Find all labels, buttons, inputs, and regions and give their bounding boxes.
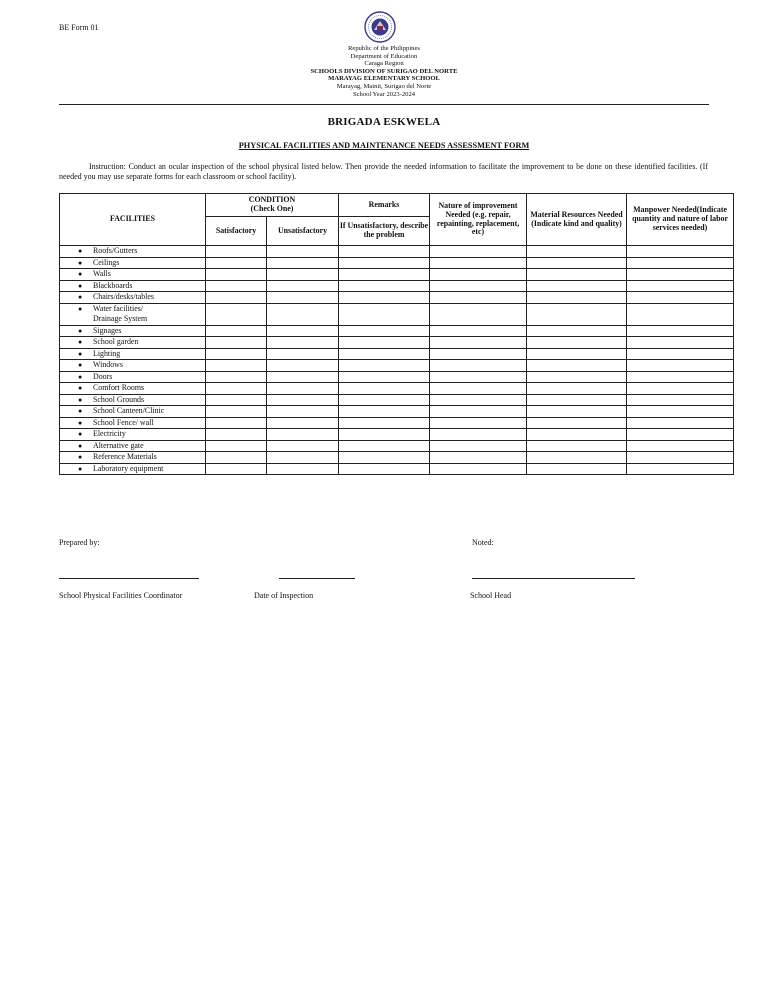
form-title: PHYSICAL FACILITIES AND MAINTENANCE NEEDS ASSESSMENT FORM xyxy=(238,141,530,150)
facility-cell xyxy=(60,337,206,349)
facility-cell xyxy=(60,406,206,418)
bullet-icon: ● xyxy=(78,281,83,290)
division-name: SCHOOLS DIVISION OF SURIGAO DEL NORTE xyxy=(310,67,458,75)
date-signature-line xyxy=(279,578,355,579)
page-title: BRIGADA ESKWELA xyxy=(327,116,441,128)
remarks-cell[interactable] xyxy=(339,348,430,360)
bullet-icon: ● xyxy=(78,270,83,278)
table-row xyxy=(60,463,734,475)
table-row xyxy=(60,452,734,464)
remarks-cell[interactable] xyxy=(339,371,430,383)
facility-label: Doors xyxy=(93,371,113,381)
unsatisfactory-cell[interactable] xyxy=(267,303,339,325)
header-nature: Nature of improvement Needed (e.g. repair, repainting, replacement, etc) xyxy=(430,194,527,246)
material-cell[interactable] xyxy=(527,429,627,441)
manpower-cell[interactable] xyxy=(627,383,734,395)
material-cell[interactable] xyxy=(527,394,627,406)
unsatisfactory-cell[interactable] xyxy=(267,246,339,258)
nature-cell[interactable] xyxy=(430,337,527,349)
satisfactory-cell[interactable] xyxy=(206,246,267,258)
unsatisfactory-cell[interactable] xyxy=(267,463,339,475)
satisfactory-cell[interactable] xyxy=(206,429,267,441)
satisfactory-cell[interactable] xyxy=(206,394,267,406)
remarks-cell[interactable] xyxy=(339,360,430,372)
unsatisfactory-cell[interactable] xyxy=(267,360,339,372)
manpower-cell[interactable] xyxy=(627,452,734,464)
noted-label: Noted: xyxy=(472,538,494,547)
table-row xyxy=(60,406,734,418)
material-cell[interactable] xyxy=(527,325,627,337)
material-cell[interactable] xyxy=(527,280,627,292)
table-row xyxy=(60,429,734,441)
facility-cell xyxy=(60,292,206,304)
satisfactory-cell[interactable] xyxy=(206,463,267,475)
remarks-cell[interactable] xyxy=(339,325,430,337)
instruction-text: Instruction: Conduct an ocular inspection of the school physical listed below. Then provide the needed information to facilitate the improvement to be done on these identified facilities. (If needed you may use separate forms for each classroom or school facility). xyxy=(59,162,708,181)
satisfactory-cell[interactable] xyxy=(206,269,267,281)
material-cell[interactable] xyxy=(527,440,627,452)
facility-label: Blackboards xyxy=(93,280,133,290)
head-signature-line xyxy=(472,578,635,579)
table-row xyxy=(60,371,734,383)
unsatisfactory-cell[interactable] xyxy=(267,269,339,281)
facility-label: Windows xyxy=(93,360,123,369)
remarks-cell[interactable] xyxy=(339,257,430,269)
header-facilities: FACILITIES xyxy=(60,194,206,246)
remarks-cell[interactable] xyxy=(339,292,430,304)
facility-label: Electricity xyxy=(93,429,126,438)
remarks-cell[interactable] xyxy=(339,406,430,418)
manpower-cell[interactable] xyxy=(627,337,734,349)
letterhead xyxy=(0,45,768,98)
unsatisfactory-cell[interactable] xyxy=(267,348,339,360)
bullet-icon: ● xyxy=(78,338,83,346)
facility-label: School Fence/ wall xyxy=(93,417,154,427)
bullet-icon: ● xyxy=(78,372,83,381)
unsatisfactory-cell[interactable] xyxy=(267,337,339,349)
satisfactory-cell[interactable] xyxy=(206,337,267,349)
table-row xyxy=(60,348,734,360)
bullet-icon: ● xyxy=(78,326,83,335)
facility-label: Reference Materials xyxy=(93,452,157,461)
facility-cell xyxy=(60,360,206,372)
satisfactory-cell[interactable] xyxy=(206,406,267,418)
unsatisfactory-cell[interactable] xyxy=(267,440,339,452)
manpower-cell[interactable] xyxy=(627,257,734,269)
bullet-icon: ● xyxy=(78,293,83,301)
bullet-icon: ● xyxy=(78,384,83,392)
prepared-by-label: Prepared by: xyxy=(59,538,100,547)
satisfactory-cell[interactable] xyxy=(206,360,267,372)
manpower-cell[interactable] xyxy=(627,348,734,360)
table-row xyxy=(60,269,734,281)
nature-cell[interactable] xyxy=(430,383,527,395)
manpower-cell[interactable] xyxy=(627,406,734,418)
nature-cell[interactable] xyxy=(430,348,527,360)
header-remarks-sub: If Unsatisfactory, describe the problem xyxy=(339,217,430,246)
nature-cell[interactable] xyxy=(430,246,527,258)
assessment-table xyxy=(59,193,734,475)
header-divider xyxy=(59,104,709,105)
school-year: School Year 2023-2024 xyxy=(352,90,416,98)
satisfactory-cell[interactable] xyxy=(206,440,267,452)
facility-cell xyxy=(60,303,206,325)
manpower-cell[interactable] xyxy=(627,429,734,441)
remarks-cell[interactable] xyxy=(339,417,430,429)
header-line: Republic of the Philippines xyxy=(348,45,420,52)
facility-cell xyxy=(60,417,206,429)
facility-label: Lighting xyxy=(93,348,121,358)
nature-cell[interactable] xyxy=(430,417,527,429)
facility-label: Chairs/desks/tables xyxy=(93,292,154,301)
facility-cell xyxy=(60,246,206,258)
header-line: Caraga Region xyxy=(364,60,404,68)
remarks-cell[interactable] xyxy=(339,463,430,475)
material-cell[interactable] xyxy=(527,246,627,258)
material-cell[interactable] xyxy=(527,383,627,395)
material-cell[interactable] xyxy=(527,292,627,304)
table-row xyxy=(60,303,734,325)
nature-cell[interactable] xyxy=(430,394,527,406)
nature-cell[interactable] xyxy=(430,269,527,281)
material-cell[interactable] xyxy=(527,452,627,464)
satisfactory-cell[interactable] xyxy=(206,348,267,360)
facility-label: School Grounds xyxy=(93,394,145,404)
manpower-cell[interactable] xyxy=(627,417,734,429)
remarks-cell[interactable] xyxy=(339,269,430,281)
table-row xyxy=(60,360,734,372)
satisfactory-cell[interactable] xyxy=(206,257,267,269)
table-row xyxy=(60,417,734,429)
header-satisfactory: Satisfactory xyxy=(206,217,267,246)
bullet-icon: ● xyxy=(78,349,83,358)
bullet-icon: ● xyxy=(78,258,83,267)
unsatisfactory-cell[interactable] xyxy=(267,406,339,418)
facility-cell xyxy=(60,429,206,441)
facility-cell xyxy=(60,383,206,395)
unsatisfactory-cell[interactable] xyxy=(267,452,339,464)
unsatisfactory-cell[interactable] xyxy=(267,383,339,395)
manpower-cell[interactable] xyxy=(627,269,734,281)
bullet-icon: ● xyxy=(78,430,83,438)
bullet-icon: ● xyxy=(78,407,83,415)
table-row xyxy=(60,246,734,258)
remarks-cell[interactable] xyxy=(339,303,430,325)
manpower-cell[interactable] xyxy=(627,303,734,325)
facility-cell xyxy=(60,280,206,292)
unsatisfactory-cell[interactable] xyxy=(267,292,339,304)
nature-cell[interactable] xyxy=(430,292,527,304)
coordinator-signature-line xyxy=(59,578,199,579)
nature-cell[interactable] xyxy=(430,280,527,292)
bullet-icon: ● xyxy=(78,361,83,369)
manpower-cell[interactable] xyxy=(627,280,734,292)
facility-cell xyxy=(60,452,206,464)
remarks-cell[interactable] xyxy=(339,394,430,406)
facility-cell xyxy=(60,371,206,383)
bullet-icon: ● xyxy=(78,247,83,255)
manpower-cell[interactable] xyxy=(627,371,734,383)
table-row xyxy=(60,440,734,452)
material-cell[interactable] xyxy=(527,337,627,349)
nature-cell[interactable] xyxy=(430,325,527,337)
remarks-cell[interactable] xyxy=(339,383,430,395)
bullet-icon: ● xyxy=(78,464,83,473)
nature-cell[interactable] xyxy=(430,406,527,418)
bullet-icon: ● xyxy=(78,304,83,313)
facility-label: Alternative gate xyxy=(93,440,144,450)
satisfactory-cell[interactable] xyxy=(206,371,267,383)
header-condition: CONDITION (Check One) xyxy=(206,194,339,217)
header-unsatisfactory: Unsatisfactory xyxy=(267,217,339,246)
material-cell[interactable] xyxy=(527,257,627,269)
table-row xyxy=(60,337,734,349)
facility-label: Walls xyxy=(93,269,111,278)
facility-label: School garden xyxy=(93,337,139,346)
table-row xyxy=(60,257,734,269)
nature-cell[interactable] xyxy=(430,463,527,475)
satisfactory-cell[interactable] xyxy=(206,280,267,292)
remarks-cell[interactable] xyxy=(339,429,430,441)
remarks-cell[interactable] xyxy=(339,337,430,349)
manpower-cell[interactable] xyxy=(627,246,734,258)
satisfactory-cell[interactable] xyxy=(206,417,267,429)
manpower-cell[interactable] xyxy=(627,394,734,406)
unsatisfactory-cell[interactable] xyxy=(267,371,339,383)
material-cell[interactable] xyxy=(527,348,627,360)
date-label: Date of Inspection xyxy=(254,591,314,600)
satisfactory-cell[interactable] xyxy=(206,325,267,337)
facility-cell xyxy=(60,348,206,360)
school-name: MARAYAG ELEMENTARY SCHOOL xyxy=(328,75,440,83)
unsatisfactory-cell[interactable] xyxy=(267,325,339,337)
header-manpower: Manpower Needed(Indicate quantity and nature of labor services needed) xyxy=(627,194,734,246)
table-row xyxy=(60,383,734,395)
nature-cell[interactable] xyxy=(430,371,527,383)
facility-cell xyxy=(60,440,206,452)
remarks-cell[interactable] xyxy=(339,280,430,292)
satisfactory-cell[interactable] xyxy=(206,383,267,395)
facility-cell xyxy=(60,325,206,337)
header-remarks: Remarks xyxy=(339,194,430,217)
satisfactory-cell[interactable] xyxy=(206,303,267,325)
bullet-icon: ● xyxy=(78,418,83,427)
header-line: Department of Education xyxy=(350,52,418,60)
unsatisfactory-cell[interactable] xyxy=(267,257,339,269)
table-row xyxy=(60,325,734,337)
material-cell[interactable] xyxy=(527,360,627,372)
facility-label: Water facilities/ Drainage System xyxy=(93,304,148,323)
satisfactory-cell[interactable] xyxy=(206,452,267,464)
facility-cell xyxy=(60,463,206,475)
manpower-cell[interactable] xyxy=(627,292,734,304)
manpower-cell[interactable] xyxy=(627,463,734,475)
nature-cell[interactable] xyxy=(430,429,527,441)
facility-label: Roofs/Gutters xyxy=(93,246,138,255)
facility-cell xyxy=(60,394,206,406)
coordinator-label: School Physical Facilities Coordinator xyxy=(59,591,183,600)
facility-label: School Canteen/Clinic xyxy=(93,406,165,415)
remarks-cell[interactable] xyxy=(339,246,430,258)
nature-cell[interactable] xyxy=(430,440,527,452)
manpower-cell[interactable] xyxy=(627,360,734,372)
material-cell[interactable] xyxy=(527,269,627,281)
unsatisfactory-cell[interactable] xyxy=(267,394,339,406)
nature-cell[interactable] xyxy=(430,257,527,269)
deped-seal-icon xyxy=(364,11,396,43)
facility-cell xyxy=(60,269,206,281)
table-row xyxy=(60,280,734,292)
nature-cell[interactable] xyxy=(430,303,527,325)
facility-label: Laboratory equipment xyxy=(93,463,164,473)
school-address: Marayag, Mainit, Surigao del Norte xyxy=(336,82,432,90)
facility-cell xyxy=(60,257,206,269)
unsatisfactory-cell[interactable] xyxy=(267,417,339,429)
facility-label: Signages xyxy=(93,325,122,335)
remarks-cell[interactable] xyxy=(339,452,430,464)
material-cell[interactable] xyxy=(527,463,627,475)
header-material: Material Resources Needed (Indicate kind and quality) xyxy=(527,194,627,246)
form-code: BE Form 01 xyxy=(59,23,99,32)
material-cell[interactable] xyxy=(527,371,627,383)
nature-cell[interactable] xyxy=(430,360,527,372)
bullet-icon: ● xyxy=(78,395,83,404)
bullet-icon: ● xyxy=(78,441,83,450)
table-row xyxy=(60,292,734,304)
material-cell[interactable] xyxy=(527,406,627,418)
nature-cell[interactable] xyxy=(430,452,527,464)
remarks-cell[interactable] xyxy=(339,440,430,452)
unsatisfactory-cell[interactable] xyxy=(267,280,339,292)
facility-label: Ceilings xyxy=(93,257,120,267)
manpower-cell[interactable] xyxy=(627,440,734,452)
material-cell[interactable] xyxy=(527,303,627,325)
manpower-cell[interactable] xyxy=(627,325,734,337)
satisfactory-cell[interactable] xyxy=(206,292,267,304)
table-row xyxy=(60,394,734,406)
head-label: School Head xyxy=(470,591,512,600)
facility-label: Comfort Rooms xyxy=(93,383,145,392)
unsatisfactory-cell[interactable] xyxy=(267,429,339,441)
material-cell[interactable] xyxy=(527,417,627,429)
bullet-icon: ● xyxy=(78,453,83,461)
